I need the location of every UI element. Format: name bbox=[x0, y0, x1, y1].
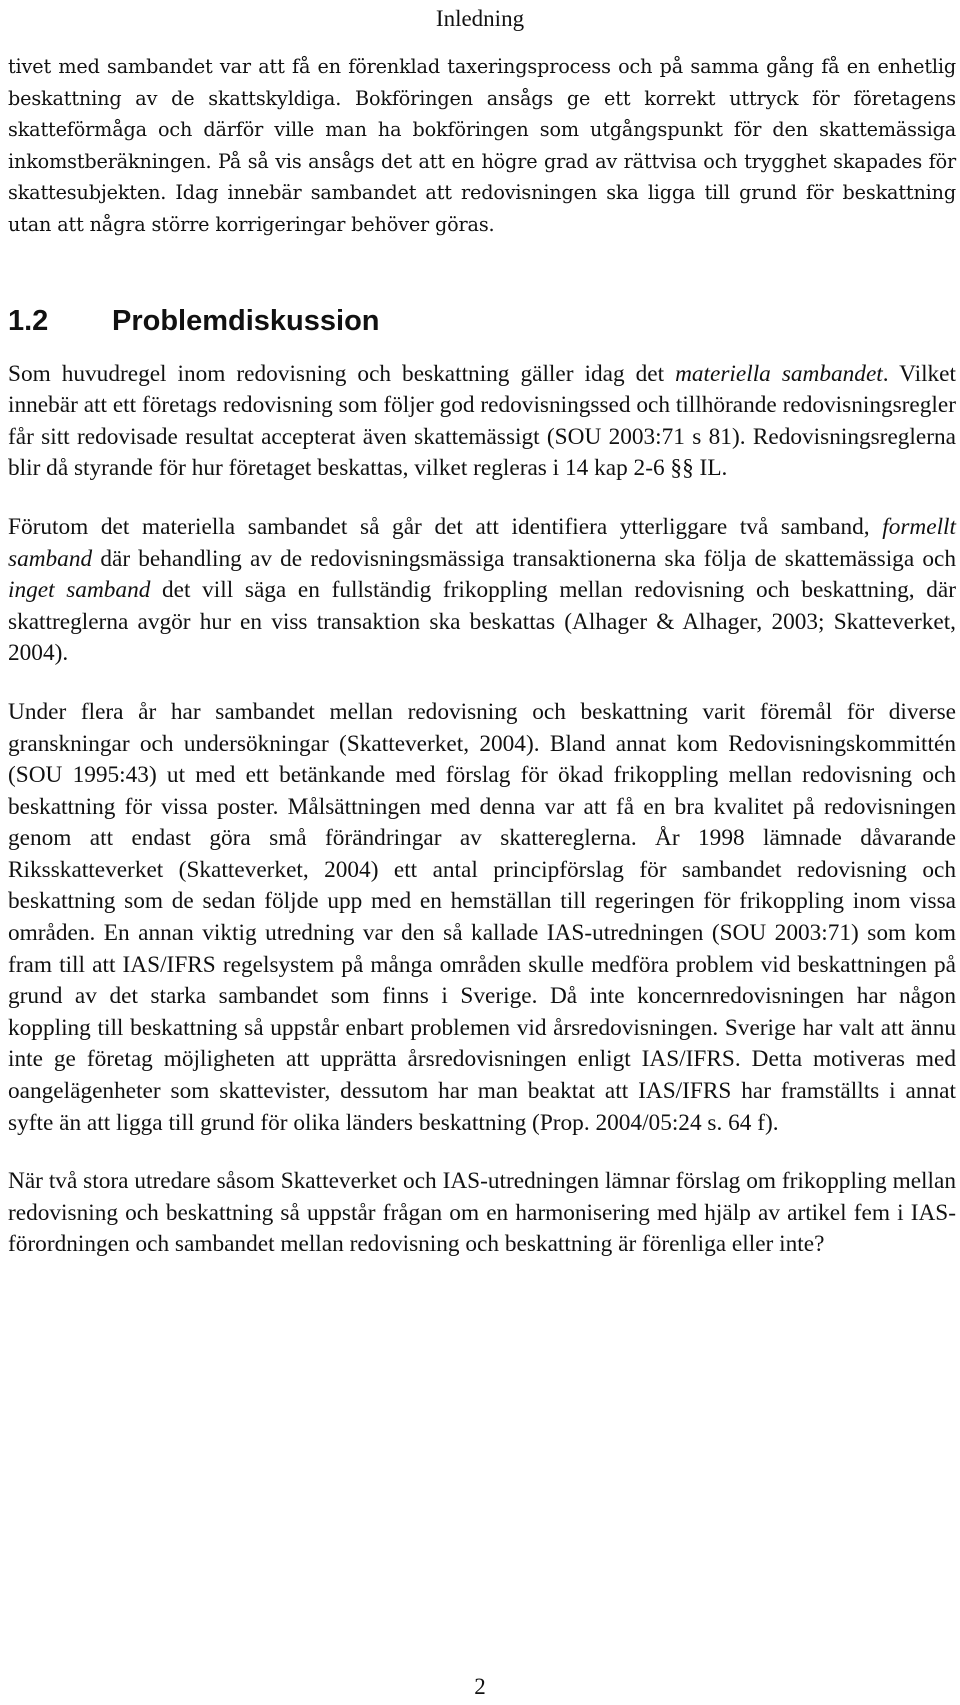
running-header bbox=[0, 4, 960, 34]
page-footer bbox=[0, 1672, 960, 1702]
section-title: Problemdiskussion bbox=[112, 304, 380, 337]
emphasis-term: inget samband bbox=[8, 577, 151, 604]
paragraph-text: det vill säga en fullständig frikoppling mellan redovisning och beskattning, där skattreglerna avgör hur en viss transaktion ska beskattas (Alhager & Alhager, 2003; Skatteverket, 2004). bbox=[8, 577, 956, 667]
paragraph-other-connections bbox=[8, 512, 956, 670]
emphasis-term: formellt samband bbox=[8, 513, 956, 572]
emphasis-term: materiella sambandet bbox=[675, 360, 883, 387]
paragraph-question: När två stora utredare såsom Skatteverket och IAS-utredningen lämnar förslag om frikoppling mellan redovisning och beskattning så uppstår frågan om en harmonisering med hjälp av artikel fem i IAS-förordningen och sambandet mellan redovisning och beskattning är förenliga eller inte? bbox=[8, 1168, 956, 1258]
page-body bbox=[8, 51, 956, 1261]
paragraph-text: Förutom det materiella sambandet så går det att identifiera ytterliggare två samband, bbox=[8, 513, 883, 540]
section-number: 1.2 bbox=[8, 304, 49, 337]
page-number: 2 bbox=[474, 1674, 486, 1699]
paragraph-text: där behandling av de redovisningsmässiga transaktionerna ska följa de skattemässiga och bbox=[92, 545, 956, 572]
paragraph-investigations: Under flera år har sambandet mellan redovisning och beskattning varit föremål för diverse granskningar och undersökningar (Skatteverket, 2004). Bland annat kom Redovisningskommittén (SOU 1995:43) ut med ett betänkande med förslag för ökad frikoppling mellan redovisning och beskattning för vissa poster. Målsättningen med denna var att få en bra kvalitet på redovisningen genom att endast göra små förändringar av skattereglerna. År 1998 lämnade dåvarande Riksskatteverket (Skatteverket, 2004) ett antal principförslag för sambandet redovisning och beskattning som de sedan följde upp med en hemställan till regeringen för frikoppling inom vissa områden. En annan viktig utredning var den så kallade IAS-utredningen (SOU 2003:71) som kom fram till att IAS/IFRS regelsystem på många områden skulle medföra problem vid beskattningen på grund av det starka sambandet som finns i Sverige. Då inte koncernredovisningen har någon koppling till beskattning så uppstår enbart problemen vid årsredovisningen. Sverige har valt att ännu inte ge företag möjligheten att upprätta årsredovisningen enligt IAS/IFRS. Detta motiveras med oangelägenheter som skattevister, dessutom har man beaktat att IAS/IFRS har framställts i annat syfte än att ligga till grund för olika länders beskattning (Prop. 2004/05:24 s. 64 f). bbox=[8, 698, 956, 1136]
paragraph-text: . Vilket innebär att ett företags redovisning som följer god redovisningssed och tillhörande redovisningsregler får sitt redovisade resultat accepterat även skattemässigt (SOU 2003:71 s 81). Redovisningsreglerna blir då styrande för hur företaget beskattas, vilket regleras i 14 kap 2-6 §§ IL. bbox=[8, 360, 956, 482]
paragraph-text: Som huvudregel inom redovisning och beskattning gäller idag det bbox=[8, 360, 676, 387]
section-heading bbox=[8, 303, 956, 339]
paragraph-material-connection bbox=[8, 359, 956, 485]
header-title: Inledning bbox=[435, 6, 525, 31]
intro-paragraph: tivet med sambandet var att få en förenklad taxeringsprocess och på samma gång få en enhetlig beskattning av de skattskyldiga. Bokföringen ansågs ge ett korrekt uttryck för företagens skatteförmåga och därför ville man ha bokföringen som utgångspunkt för den skattemässiga inkomstberäkningen. På så vis ansågs det att en högre grad av rättvisa och trygghet skapades för skattesubjekten. Idag innebär sambandet att redovisningen ska ligga till grund för beskattning utan att några större korrigeringar behöver göras. bbox=[8, 55, 956, 236]
